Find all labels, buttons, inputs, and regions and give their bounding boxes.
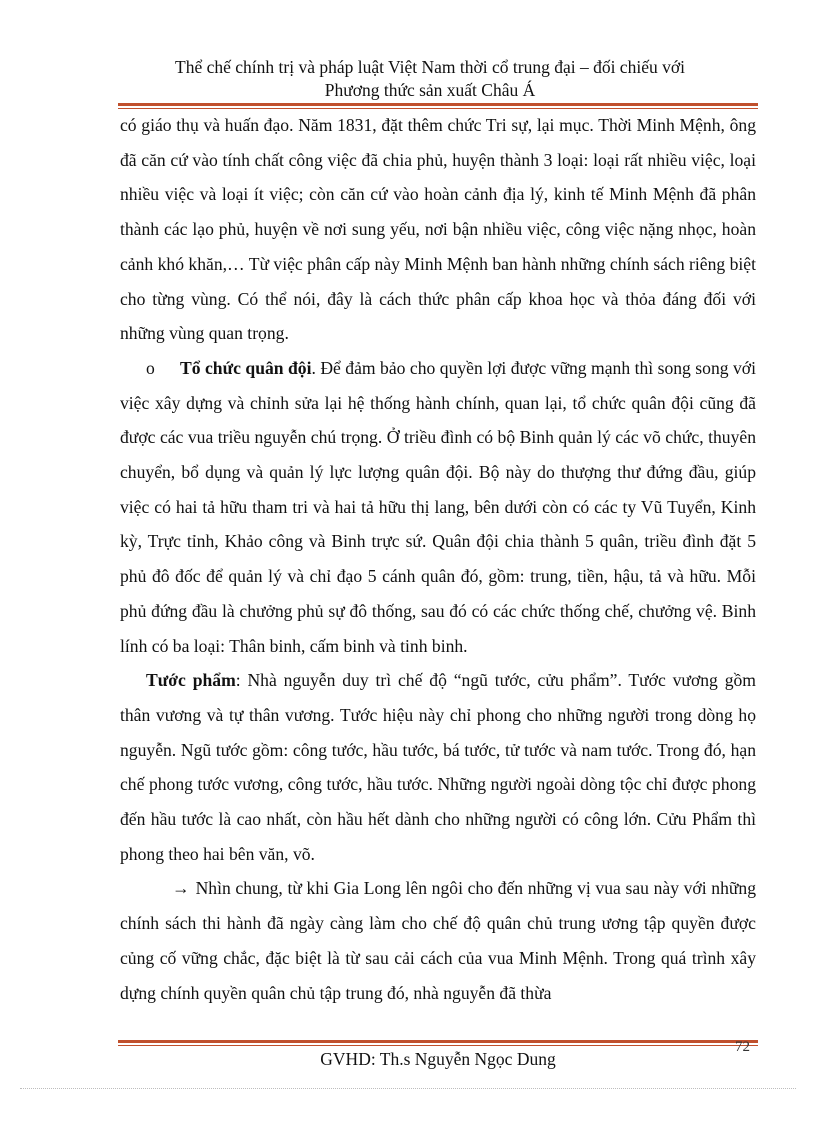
paragraph-military-text: . Để đảm bảo cho quyền lợi được vững mạnh thì song song với việc xây dựng và chỉnh sửa lại hệ thống hành chính, quan lại, tổ chức quân đội cũng đã được các vua triều nguyễn chú trọng. Ở triều đình có bộ Binh quản lý các võ chức, thuyên chuyển, bổ dụng và quản lý lực lượng quân đội. Bộ này do thượng thư đứng đầu, giúp việc có hai tả hữu tham tri và hai tả hữu thị lang, bên dưới còn có các ty Vũ Tuyển, Kinh kỳ, Trực tỉnh, Khảo công và Binh trực sứ. Quân đội chia thành 5 quân, triều đình đặt 5 phủ đô đốc để quản lý và chỉ đạo 5 cánh quân đó, gồm: trung, tiền, hậu, tả và hữu. Mỗi phủ đứng đầu là chưởng phủ sự đô thống, sau đó có các chức thống chế, chưởng vệ. Binh lính có ba loại: Thân binh, cấm binh và tinh binh. bbox=[120, 357, 756, 656]
header-title-line-1: Thể chế chính trị và pháp luật Việt Nam thời cổ trung đại – đối chiếu với bbox=[175, 57, 685, 77]
arrow-right-icon: → bbox=[172, 878, 190, 899]
paragraph-conclusion-text: Nhìn chung, từ khi Gia Long lên ngôi cho đến những vị vua sau này với những chính sách thi hành đã ngày càng làm cho chế độ quân chủ trung ương tập quyền được củng cố vững chắc, đặc biệt là từ sau cải cách của vua Minh Mệnh. Trong quá trình xây dựng chính quyền quân chủ tập trung đó, nhà nguyễn đã thừa bbox=[120, 878, 756, 1003]
header-title-line-2: Phương thức sản xuất Châu Á bbox=[324, 80, 536, 100]
paragraph-titles bbox=[120, 663, 756, 871]
page-number: 72 bbox=[735, 1039, 750, 1055]
term-military-organization: Tổ chức quân đội bbox=[180, 357, 312, 378]
footer-advisor: GVHD: Th.s Nguyễn Ngọc Dung bbox=[320, 1049, 556, 1069]
footer-rule-thin bbox=[118, 1045, 758, 1046]
paragraph-military bbox=[120, 351, 756, 663]
header-rule-thick bbox=[118, 103, 758, 106]
term-titles-ranks: Tước phẩm bbox=[146, 670, 236, 691]
running-header bbox=[100, 56, 760, 102]
paragraph-1: có giáo thụ và huấn đạo. Năm 1831, đặt thêm chức Tri sự, lại mục. Thời Minh Mệnh, ông đã căn cứ vào tính chất công việc đã chia phủ, huyện thành 3 loại: loại rất nhiều việc, loại nhiều việc và loại ít việc; còn căn cứ vào hoàn cảnh địa lý, kinh tế Minh Mệnh đã phân thành các lạo phủ, huyện về nơi sung yếu, nơi bận nhiều việc, công việc nặng nhọc, hoàn cảnh khó khăn,… Từ việc phân cấp này Minh Mệnh ban hành những chính sách riêng biệt cho từng vùng. Có thể nói, đây là cách thức phân cấp khoa học và thỏa đáng đối với những vùng quan trọng. bbox=[120, 115, 756, 344]
paragraph-titles-text: : Nhà nguyễn duy trì chế độ “ngũ tước, cửu phẩm”. Tước vương gồm thân vương và tự thân vương. Tước hiệu này chỉ phong cho những người trong dòng họ nguyễn. Ngũ tước gồm: công tước, hầu tước, bá tước, tử tước và nam tước. Trong đó, hạn chế phong tước vương, công tước, hầu tước. Những người ngoài dòng tộc chỉ được phong đến hầu tước là cao nhất, còn hầu hết dành cho những người có công lớn. Cửu Phẩm thì phong theo hai bên văn, võ. bbox=[120, 670, 756, 864]
footer-rule bbox=[118, 1040, 758, 1046]
bullet-circle-icon: o bbox=[146, 357, 155, 378]
paragraph-conclusion bbox=[120, 871, 756, 1010]
page-bottom-dotted-border bbox=[20, 1088, 796, 1089]
footer-rule-thick bbox=[118, 1040, 758, 1043]
body-text bbox=[120, 108, 756, 1010]
